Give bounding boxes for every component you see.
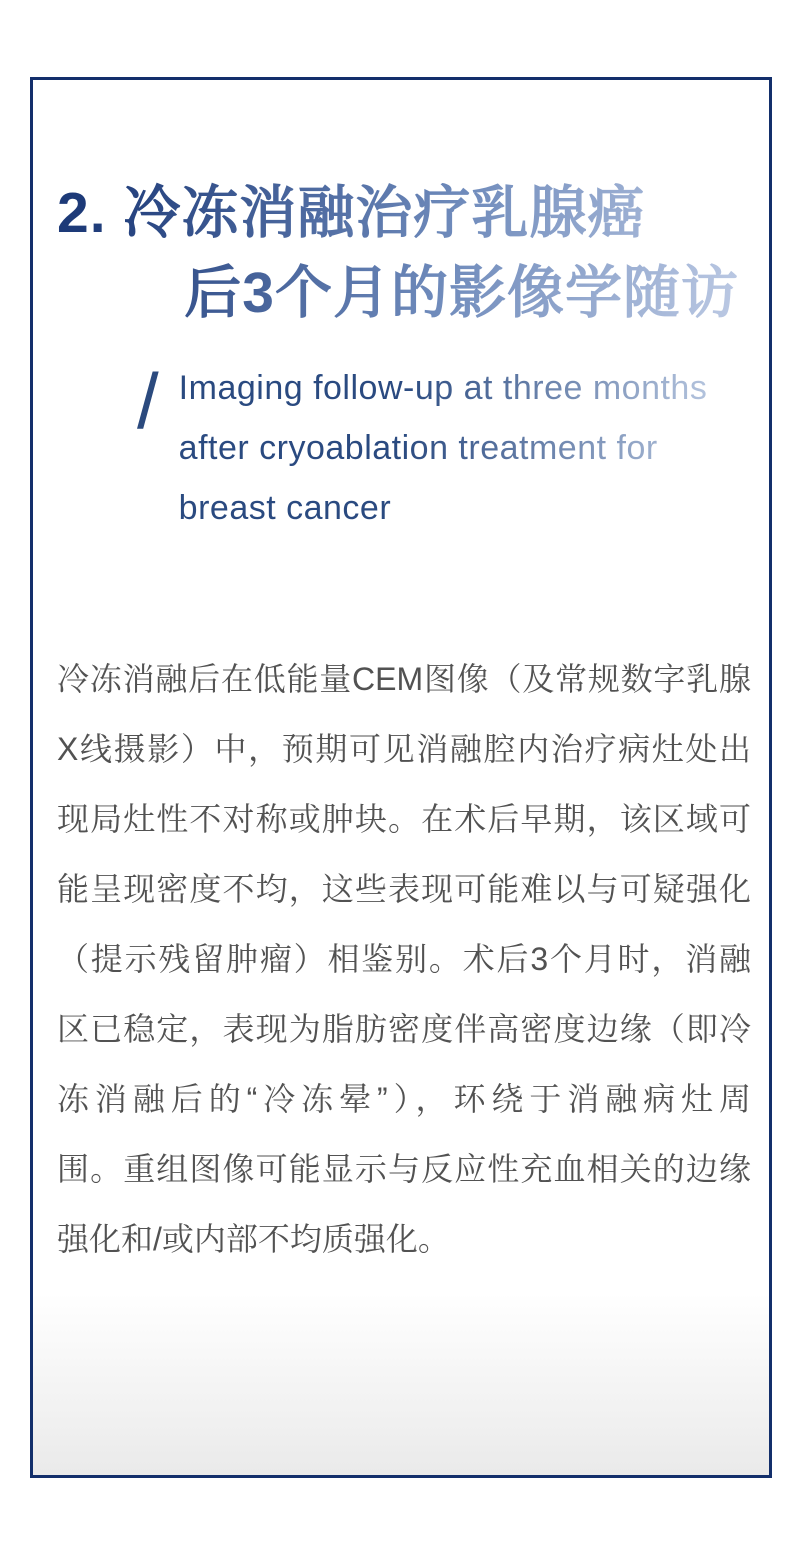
paragraph-line: 区已稳定，表现为脂肪密度伴高密度边缘（即冷: [57, 1011, 751, 1047]
paragraph-line: 能呈现密度不均，这些表现可能难以与可疑强化: [57, 871, 751, 907]
paragraph-line: 强化和/或内部不均质强化。: [57, 1221, 450, 1257]
subtitle-line-1: Imaging follow-up at three months: [178, 369, 708, 407]
paragraph-line: （提示残留肿瘤）相鉴别。术后3个月时，消融: [57, 941, 751, 977]
subtitle-line-2: after cryoablation treatment for: [178, 429, 658, 467]
section-title: [33, 173, 769, 333]
paragraph-line: 现局灶性不对称或肿块。在术后早期，该区域可: [57, 801, 751, 837]
card-inner: [33, 80, 769, 1475]
paragraph-line: 围。重组图像可能显示与反应性充血相关的边缘: [57, 1151, 751, 1187]
section-title-line-1: 2. 冷冻消融治疗乳腺癌: [57, 181, 646, 245]
section-title-line-2: 后3个月的影像学随访: [184, 261, 739, 325]
paragraph-line: 冻消融后的“冷冻晕”），环绕于消融病灶周: [57, 1081, 751, 1117]
paragraph-line: X线摄影）中，预期可见消融腔内治疗病灶处出: [57, 731, 751, 767]
content-card: [30, 77, 772, 1478]
body-paragraph: [57, 644, 751, 1274]
subtitle-block: [137, 358, 707, 538]
subtitle-text: [179, 358, 708, 538]
slash-divider: /: [137, 357, 159, 445]
subtitle-line-3: breast cancer: [178, 489, 392, 527]
paragraph-line: 冷冻消融后在低能量CEM图像（及常规数字乳腺: [57, 661, 751, 697]
